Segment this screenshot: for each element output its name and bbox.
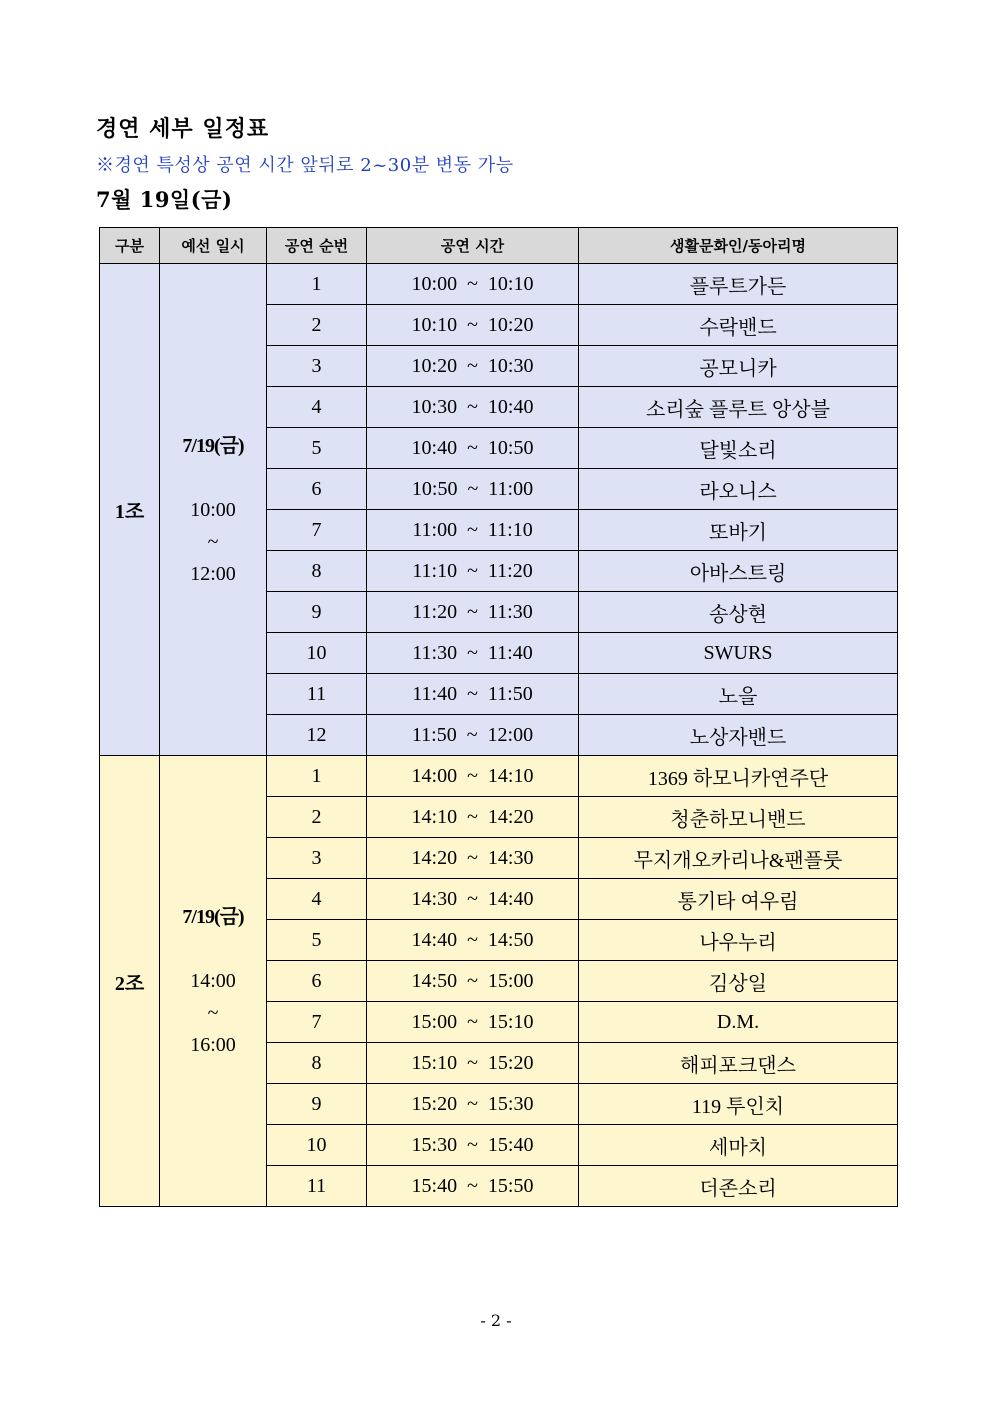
time-separator: ~ xyxy=(466,723,478,746)
team-name-cell: 무지개오카리나&팬플룻 xyxy=(579,838,898,879)
time-start: 14:50 xyxy=(411,969,458,992)
time-separator: ~ xyxy=(467,272,478,295)
time-start: 15:20 xyxy=(411,1092,458,1115)
time-cell xyxy=(367,1084,579,1125)
team-name-cell: 수락밴드 xyxy=(579,305,898,346)
time-cell xyxy=(367,920,579,961)
time-separator: ~ xyxy=(467,1010,478,1033)
time-end: 10:10 xyxy=(487,272,534,295)
time-end: 15:30 xyxy=(487,1092,534,1115)
time-end: 11:10 xyxy=(487,518,533,541)
order-cell: 11 xyxy=(267,1166,367,1207)
schedule-body xyxy=(100,264,898,1207)
prelim-end: 12:00 xyxy=(190,562,236,585)
time-cell xyxy=(367,1002,579,1043)
prelim-tilde: ~ xyxy=(207,530,219,553)
order-cell: 11 xyxy=(267,674,367,715)
header-team-name: 생활문화인/동아리명 xyxy=(579,228,898,264)
order-cell: 7 xyxy=(267,1002,367,1043)
time-separator: ~ xyxy=(467,1092,478,1115)
order-cell: 12 xyxy=(267,715,367,756)
team-name-cell: 김상일 xyxy=(579,961,898,1002)
order-cell: 10 xyxy=(267,633,367,674)
time-start: 10:50 xyxy=(411,477,458,500)
header-prelim-datetime: 예선 일시 xyxy=(160,228,267,264)
time-end: 15:10 xyxy=(487,1010,534,1033)
time-end: 10:20 xyxy=(487,313,534,336)
time-separator: ~ xyxy=(467,682,478,705)
order-cell: 5 xyxy=(267,920,367,961)
time-separator: ~ xyxy=(467,395,478,418)
time-separator: ~ xyxy=(467,600,478,623)
team-name-cell: 더존소리 xyxy=(579,1166,898,1207)
time-separator: ~ xyxy=(467,354,478,377)
time-cell xyxy=(367,1043,579,1084)
team-name-cell: 공모니카 xyxy=(579,346,898,387)
schedule-note: ※경연 특성상 공연 시간 앞뒤로 2~30분 변동 가능 xyxy=(96,155,514,176)
time-cell xyxy=(367,551,579,592)
table-row xyxy=(100,756,898,797)
table-header-row xyxy=(100,228,898,264)
time-start: 10:40 xyxy=(411,436,458,459)
order-cell: 3 xyxy=(267,346,367,387)
header-order: 공연 순번 xyxy=(267,228,367,264)
group-label: 1조 xyxy=(100,264,160,756)
time-end: 10:30 xyxy=(487,354,534,377)
team-name-cell: 소리숲 플루트 앙상블 xyxy=(579,387,898,428)
order-cell: 9 xyxy=(267,592,367,633)
order-cell: 5 xyxy=(267,428,367,469)
time-end: 11:00 xyxy=(488,477,534,500)
date-heading: 7월 19일(금) xyxy=(96,187,233,212)
time-separator: ~ xyxy=(467,518,478,541)
team-name-cell: 1369 하모니카연주단 xyxy=(579,756,898,797)
time-start: 14:30 xyxy=(411,887,458,910)
time-start: 11:00 xyxy=(412,518,458,541)
time-end: 14:30 xyxy=(487,846,534,869)
prelim-datetime xyxy=(160,264,267,756)
prelim-start: 10:00 xyxy=(190,498,236,521)
time-end: 11:50 xyxy=(487,682,533,705)
time-cell xyxy=(367,510,579,551)
time-start: 10:20 xyxy=(411,354,458,377)
time-start: 14:00 xyxy=(411,764,458,787)
time-separator: ~ xyxy=(467,846,478,869)
time-cell xyxy=(367,838,579,879)
time-end: 12:00 xyxy=(487,723,534,746)
time-end: 11:30 xyxy=(487,600,533,623)
prelim-date: 7/19(금) xyxy=(182,906,244,928)
order-cell: 3 xyxy=(267,838,367,879)
time-separator: ~ xyxy=(467,1133,478,1156)
team-name-cell: 달빛소리 xyxy=(579,428,898,469)
team-name-cell: 라오니스 xyxy=(579,469,898,510)
team-name-cell: 청춘하모니밴드 xyxy=(579,797,898,838)
time-separator: ~ xyxy=(467,928,478,951)
time-start: 11:50 xyxy=(411,723,457,746)
time-end: 14:50 xyxy=(487,928,534,951)
order-cell: 8 xyxy=(267,1043,367,1084)
time-cell xyxy=(367,961,579,1002)
order-cell: 2 xyxy=(267,797,367,838)
time-end: 15:50 xyxy=(487,1174,534,1197)
time-start: 10:00 xyxy=(411,272,458,295)
time-cell xyxy=(367,715,579,756)
team-name-cell: 세마치 xyxy=(579,1125,898,1166)
time-cell xyxy=(367,797,579,838)
page-title: 경연 세부 일정표 xyxy=(96,116,270,142)
time-cell xyxy=(367,1125,579,1166)
time-start: 11:20 xyxy=(412,600,458,623)
time-start: 14:40 xyxy=(411,928,458,951)
order-cell: 4 xyxy=(267,879,367,920)
time-start: 14:20 xyxy=(411,846,458,869)
time-separator: ~ xyxy=(467,1174,478,1197)
time-end: 14:20 xyxy=(487,805,534,828)
time-start: 10:30 xyxy=(411,395,458,418)
time-separator: ~ xyxy=(467,559,478,582)
time-separator: ~ xyxy=(467,436,478,459)
order-cell: 2 xyxy=(267,305,367,346)
team-name-cell: 해피포크댄스 xyxy=(579,1043,898,1084)
time-end: 10:40 xyxy=(487,395,534,418)
time-end: 15:00 xyxy=(487,969,534,992)
time-cell xyxy=(367,264,579,305)
time-start: 11:40 xyxy=(412,682,458,705)
time-start: 15:40 xyxy=(411,1174,458,1197)
time-end: 11:20 xyxy=(487,559,533,582)
time-start: 15:10 xyxy=(411,1051,458,1074)
prelim-end: 16:00 xyxy=(190,1034,236,1056)
time-end: 11:40 xyxy=(487,641,533,664)
order-cell: 8 xyxy=(267,551,367,592)
order-cell: 6 xyxy=(267,469,367,510)
time-cell xyxy=(367,879,579,920)
time-cell xyxy=(367,1166,579,1207)
time-separator: ~ xyxy=(467,887,478,910)
team-name-cell: 플루트가든 xyxy=(579,264,898,305)
team-name-cell: 노상자밴드 xyxy=(579,715,898,756)
time-cell xyxy=(367,346,579,387)
team-name-cell: D.M. xyxy=(579,1002,898,1043)
team-name-cell: 노을 xyxy=(579,674,898,715)
order-cell: 9 xyxy=(267,1084,367,1125)
time-cell xyxy=(367,428,579,469)
team-name-cell: 통기타 여우림 xyxy=(579,879,898,920)
team-name-cell: 나우누리 xyxy=(579,920,898,961)
order-cell: 1 xyxy=(267,756,367,797)
order-cell: 10 xyxy=(267,1125,367,1166)
time-cell xyxy=(367,305,579,346)
time-cell xyxy=(367,387,579,428)
team-name-cell: 119 투인치 xyxy=(579,1084,898,1125)
prelim-datetime xyxy=(160,756,267,1207)
time-separator: ~ xyxy=(467,313,478,336)
page-number: - 2 - xyxy=(480,1311,512,1330)
time-cell xyxy=(367,674,579,715)
time-start: 10:10 xyxy=(411,313,458,336)
time-separator: ~ xyxy=(467,477,479,500)
time-separator: ~ xyxy=(467,1051,478,1074)
time-separator: ~ xyxy=(467,641,478,664)
order-cell: 1 xyxy=(267,264,367,305)
time-cell xyxy=(367,756,579,797)
time-separator: ~ xyxy=(467,969,478,992)
time-cell xyxy=(367,592,579,633)
time-cell xyxy=(367,469,579,510)
order-cell: 4 xyxy=(267,387,367,428)
time-end: 14:10 xyxy=(487,764,534,787)
prelim-tilde: ~ xyxy=(207,1002,219,1024)
time-end: 15:40 xyxy=(487,1133,534,1156)
team-name-cell: 아바스트링 xyxy=(579,551,898,592)
team-name-cell: 송상현 xyxy=(579,592,898,633)
header-time: 공연 시간 xyxy=(367,228,579,264)
time-separator: ~ xyxy=(467,805,478,828)
time-end: 10:50 xyxy=(487,436,534,459)
order-cell: 6 xyxy=(267,961,367,1002)
time-end: 14:40 xyxy=(487,887,534,910)
time-start: 15:00 xyxy=(411,1010,458,1033)
order-cell: 7 xyxy=(267,510,367,551)
team-name-cell: SWURS xyxy=(579,633,898,674)
time-cell xyxy=(367,633,579,674)
prelim-date: 7/19(금) xyxy=(182,434,244,457)
header-group: 구분 xyxy=(100,228,160,264)
prelim-start: 14:00 xyxy=(190,970,236,992)
time-start: 15:30 xyxy=(411,1133,458,1156)
time-separator: ~ xyxy=(467,764,478,787)
group-label: 2조 xyxy=(100,756,160,1207)
team-name-cell: 또바기 xyxy=(579,510,898,551)
time-start: 14:10 xyxy=(411,805,458,828)
time-start: 11:30 xyxy=(412,641,458,664)
time-end: 15:20 xyxy=(487,1051,534,1074)
schedule-table xyxy=(99,227,898,1207)
table-row xyxy=(100,264,898,305)
time-start: 11:10 xyxy=(412,559,458,582)
